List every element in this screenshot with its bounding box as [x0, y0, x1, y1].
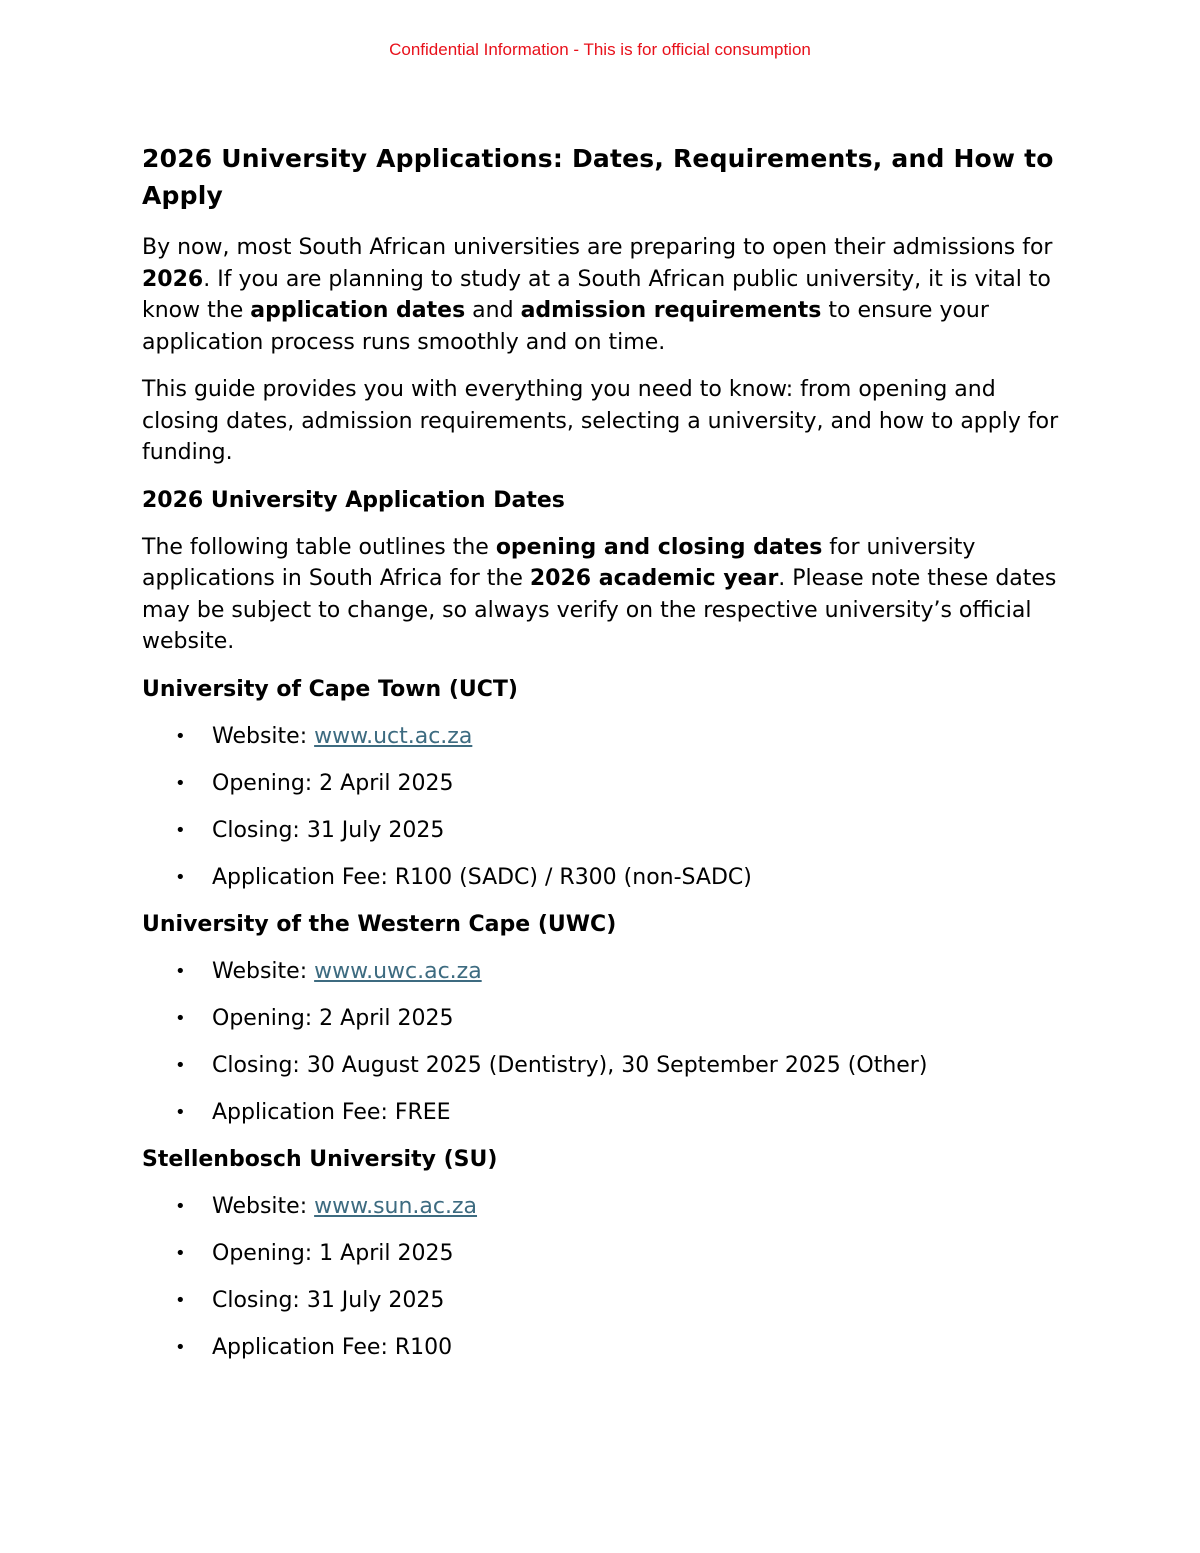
opening-date: Opening: 1 April 2025: [212, 1240, 454, 1266]
list-item: [142, 1332, 1072, 1363]
university-heading-uct: University of Cape Town (UCT): [142, 676, 518, 702]
list-item: [142, 768, 1072, 799]
bullet-icon: •: [175, 960, 186, 982]
dates-intro-text-2: for university applications in South Africa for the: [142, 534, 976, 591]
bullet-icon: •: [175, 725, 186, 747]
list-item: [142, 1285, 1072, 1316]
intro-bold-dates: application dates: [250, 298, 466, 323]
confidential-header: Confidential Information - This is for official consumption: [389, 40, 811, 59]
dates-intro-bold-1: opening and closing dates: [495, 534, 823, 560]
university-list-uct: [142, 721, 1072, 893]
website-link[interactable]: www.uct.ac.za: [314, 723, 473, 749]
application-fee: Application Fee: R100: [212, 1334, 453, 1360]
dates-heading: 2026 University Application Dates: [142, 487, 565, 513]
website-label: Website:: [212, 723, 315, 749]
opening-date: Opening: 2 April 2025: [212, 1005, 454, 1031]
university-heading-uwc: University of the Western Cape (UWC): [142, 911, 617, 937]
intro-text-2: . If you are planning to study at a South African public university, it is vital to know the: [142, 266, 1051, 323]
intro-text-3: and: [465, 298, 521, 323]
university-list-su: [142, 1191, 1072, 1363]
list-item: [142, 1097, 1072, 1128]
list-item: [142, 721, 1072, 752]
bullet-icon: •: [175, 819, 186, 841]
list-item: [142, 1003, 1072, 1034]
list-item: [142, 1191, 1072, 1222]
opening-date: Opening: 2 April 2025: [212, 770, 454, 796]
page-title: 2026 University Applications: Dates, Requirements, and How to Apply: [142, 144, 1054, 210]
bullet-icon: •: [175, 1289, 186, 1311]
list-item: [142, 1050, 1072, 1081]
document-body: [142, 140, 1072, 1379]
intro-bold-year: 2026: [142, 266, 204, 292]
bullet-icon: •: [175, 1054, 186, 1076]
closing-date: Closing: 31 July 2025: [212, 1287, 445, 1313]
bullet-icon: •: [175, 1195, 186, 1217]
dates-intro-paragraph: [142, 532, 1072, 658]
website-link[interactable]: www.uwc.ac.za: [314, 958, 482, 984]
bullet-icon: •: [175, 1101, 186, 1123]
bullet-icon: •: [175, 1242, 186, 1264]
closing-date: Closing: 30 August 2025 (Dentistry), 30 September 2025 (Other): [212, 1052, 928, 1078]
intro-bold-requirements: admission requirements: [520, 298, 822, 323]
bullet-icon: •: [175, 772, 186, 794]
list-item: [142, 1238, 1072, 1269]
website-link[interactable]: www.sun.ac.za: [314, 1193, 478, 1219]
intro-text-1: By now, most South African universities are preparing to open their admissions for: [142, 235, 1053, 260]
guide-paragraph: This guide provides you with everything you need to know: from opening and closing dates, admission requirements, selecting a university, and how to apply for funding.: [142, 377, 1059, 465]
application-fee: Application Fee: FREE: [212, 1099, 451, 1125]
bullet-icon: •: [175, 1336, 186, 1358]
dates-intro-text-1: The following table outlines the: [142, 534, 496, 560]
list-item: [142, 862, 1072, 893]
bullet-icon: •: [175, 866, 186, 888]
closing-date: Closing: 31 July 2025: [212, 817, 445, 843]
website-label: Website:: [212, 958, 315, 984]
application-fee: Application Fee: R100 (SADC) / R300 (non-SADC): [212, 864, 752, 890]
dates-intro-bold-2: 2026 academic year: [529, 566, 779, 591]
intro-text-4: to ensure your application process runs smoothly and on time.: [142, 298, 989, 355]
website-label: Website:: [212, 1193, 315, 1219]
bullet-icon: •: [175, 1007, 186, 1029]
intro-paragraph: [142, 232, 1072, 358]
university-list-uwc: [142, 956, 1072, 1128]
list-item: [142, 815, 1072, 846]
list-item: [142, 956, 1072, 987]
dates-intro-text-3: . Please note these dates may be subject to change, so always verify on the respective university’s official website.: [142, 566, 1057, 654]
university-heading-su: Stellenbosch University (SU): [142, 1146, 498, 1172]
